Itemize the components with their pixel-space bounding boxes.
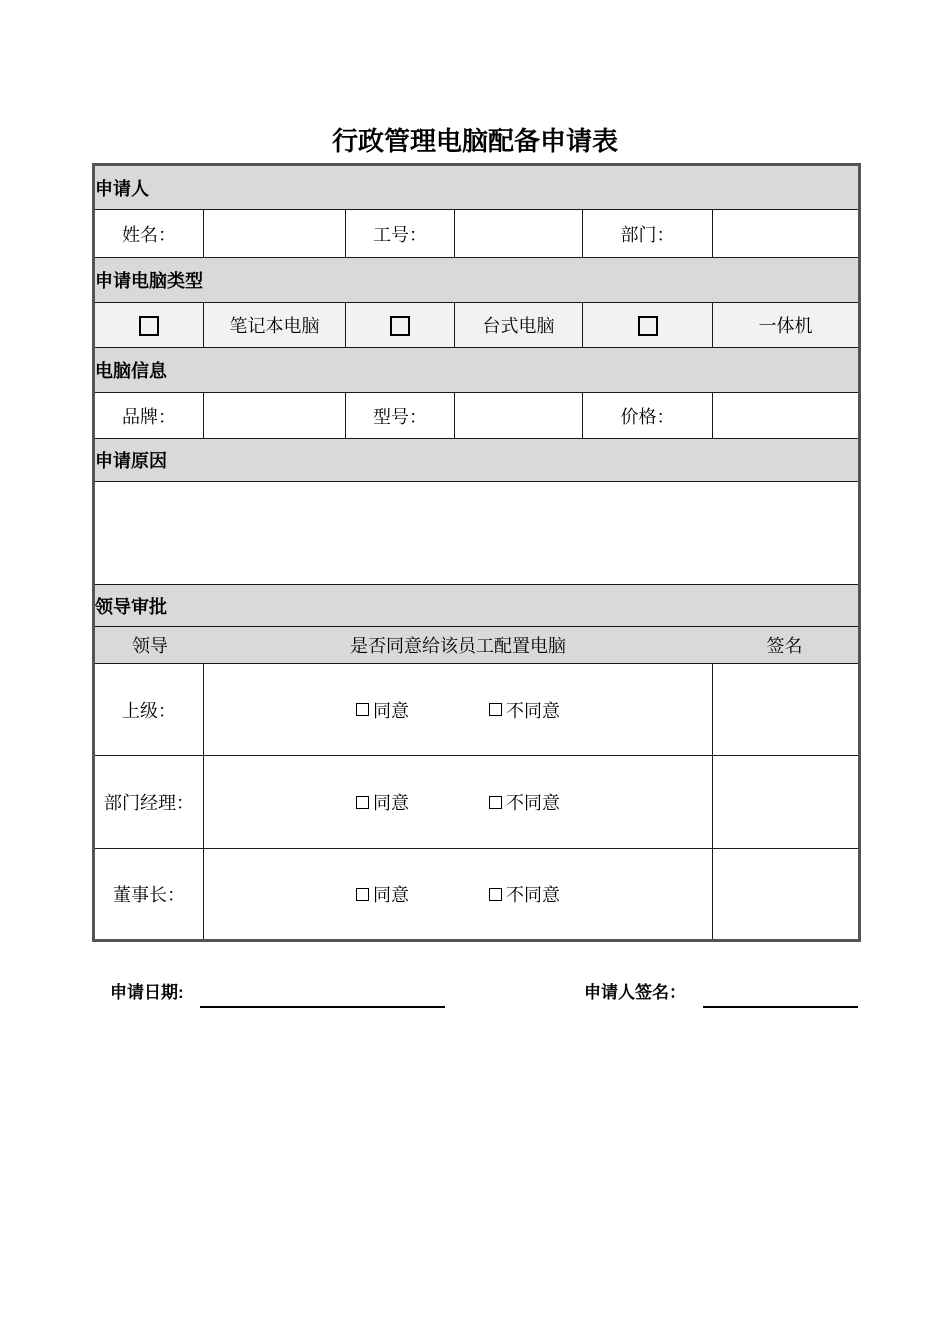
supervisor-label: 上级： (94, 664, 204, 756)
manager-agree-option[interactable] (356, 789, 409, 815)
section-header-computer-info: 电脑信息 (94, 348, 860, 393)
approval-col-signature: 签名 (766, 636, 803, 656)
supervisor-disagree-option[interactable] (489, 697, 560, 723)
chairman-signature-cell[interactable] (713, 849, 860, 941)
approval-col-leader: 领导 (132, 636, 168, 656)
desktop-checkbox-icon[interactable] (390, 316, 410, 336)
section-row-computer-info (94, 348, 860, 393)
supervisor-signature-cell[interactable] (713, 664, 860, 756)
supervisor-agree-checkbox-icon[interactable] (356, 703, 369, 716)
chairman-disagree-option[interactable] (489, 881, 560, 907)
chairman-agree-option[interactable] (356, 881, 409, 907)
laptop-checkbox-cell[interactable] (94, 303, 204, 348)
chairman-agree-label: 同意 (373, 885, 409, 905)
approval-col-question: 是否同意给该员工配置电脑 (350, 636, 566, 656)
laptop-label: 笔记本电脑 (204, 303, 346, 348)
section-row-reason (94, 439, 860, 482)
section-row-applicant (94, 165, 860, 210)
manager-disagree-option[interactable] (489, 789, 560, 815)
employee-id-input[interactable] (455, 210, 583, 258)
approval-row-supervisor (94, 664, 860, 756)
manager-signature-cell[interactable] (713, 756, 860, 849)
chairman-disagree-label: 不同意 (506, 885, 560, 905)
department-label: 部门： (583, 210, 713, 258)
computer-info-fields-row (94, 393, 860, 439)
department-input[interactable] (713, 210, 860, 258)
applicant-signature-label: 申请人签名： (584, 983, 686, 1002)
approval-row-chairman (94, 849, 860, 941)
all-in-one-checkbox-cell[interactable] (583, 303, 713, 348)
model-label: 型号： (346, 393, 455, 439)
chairman-label: 董事长： (94, 849, 204, 941)
application-date-label: 申请日期: (110, 983, 184, 1002)
section-header-approval: 领导审批 (94, 585, 860, 627)
desktop-checkbox-cell[interactable] (346, 303, 455, 348)
model-input[interactable] (455, 393, 583, 439)
price-input[interactable] (713, 393, 860, 439)
name-input[interactable] (204, 210, 346, 258)
form-title: 行政管理电脑配备申请表 (331, 126, 618, 156)
form-footer (92, 968, 858, 1024)
all-in-one-checkbox-icon[interactable] (638, 316, 658, 336)
computer-type-options-row (94, 303, 860, 348)
manager-disagree-checkbox-icon[interactable] (489, 796, 502, 809)
section-header-computer-type: 申请电脑类型 (94, 258, 860, 303)
employee-id-label: 工号： (346, 210, 455, 258)
section-header-reason: 申请原因 (94, 439, 860, 482)
supervisor-agree-option[interactable] (356, 697, 409, 723)
manager-agree-label: 同意 (373, 793, 409, 813)
reason-input-row (94, 482, 860, 585)
manager-label: 部门经理： (94, 756, 204, 849)
brand-input[interactable] (204, 393, 346, 439)
brand-label: 品牌： (94, 393, 204, 439)
laptop-checkbox-icon[interactable] (139, 316, 159, 336)
desktop-label: 台式电脑 (455, 303, 583, 348)
chairman-agree-checkbox-icon[interactable] (356, 888, 369, 901)
price-label: 价格： (583, 393, 713, 439)
section-row-approval (94, 585, 860, 627)
applicant-signature-line[interactable] (703, 1006, 858, 1008)
section-row-computer-type (94, 258, 860, 303)
manager-disagree-label: 不同意 (506, 793, 560, 813)
supervisor-agree-label: 同意 (373, 700, 409, 721)
supervisor-disagree-label: 不同意 (506, 700, 560, 721)
manager-agree-checkbox-icon[interactable] (356, 796, 369, 809)
supervisor-disagree-checkbox-icon[interactable] (489, 703, 502, 716)
section-header-applicant: 申请人 (94, 165, 860, 210)
application-form-table (92, 163, 861, 942)
applicant-fields-row (94, 210, 860, 258)
all-in-one-label: 一体机 (713, 303, 860, 348)
approval-subheader-row (94, 627, 860, 664)
approval-row-manager (94, 756, 860, 849)
name-label: 姓名： (94, 210, 204, 258)
chairman-disagree-checkbox-icon[interactable] (489, 888, 502, 901)
application-date-line[interactable] (200, 1006, 445, 1008)
reason-input[interactable] (94, 482, 860, 585)
